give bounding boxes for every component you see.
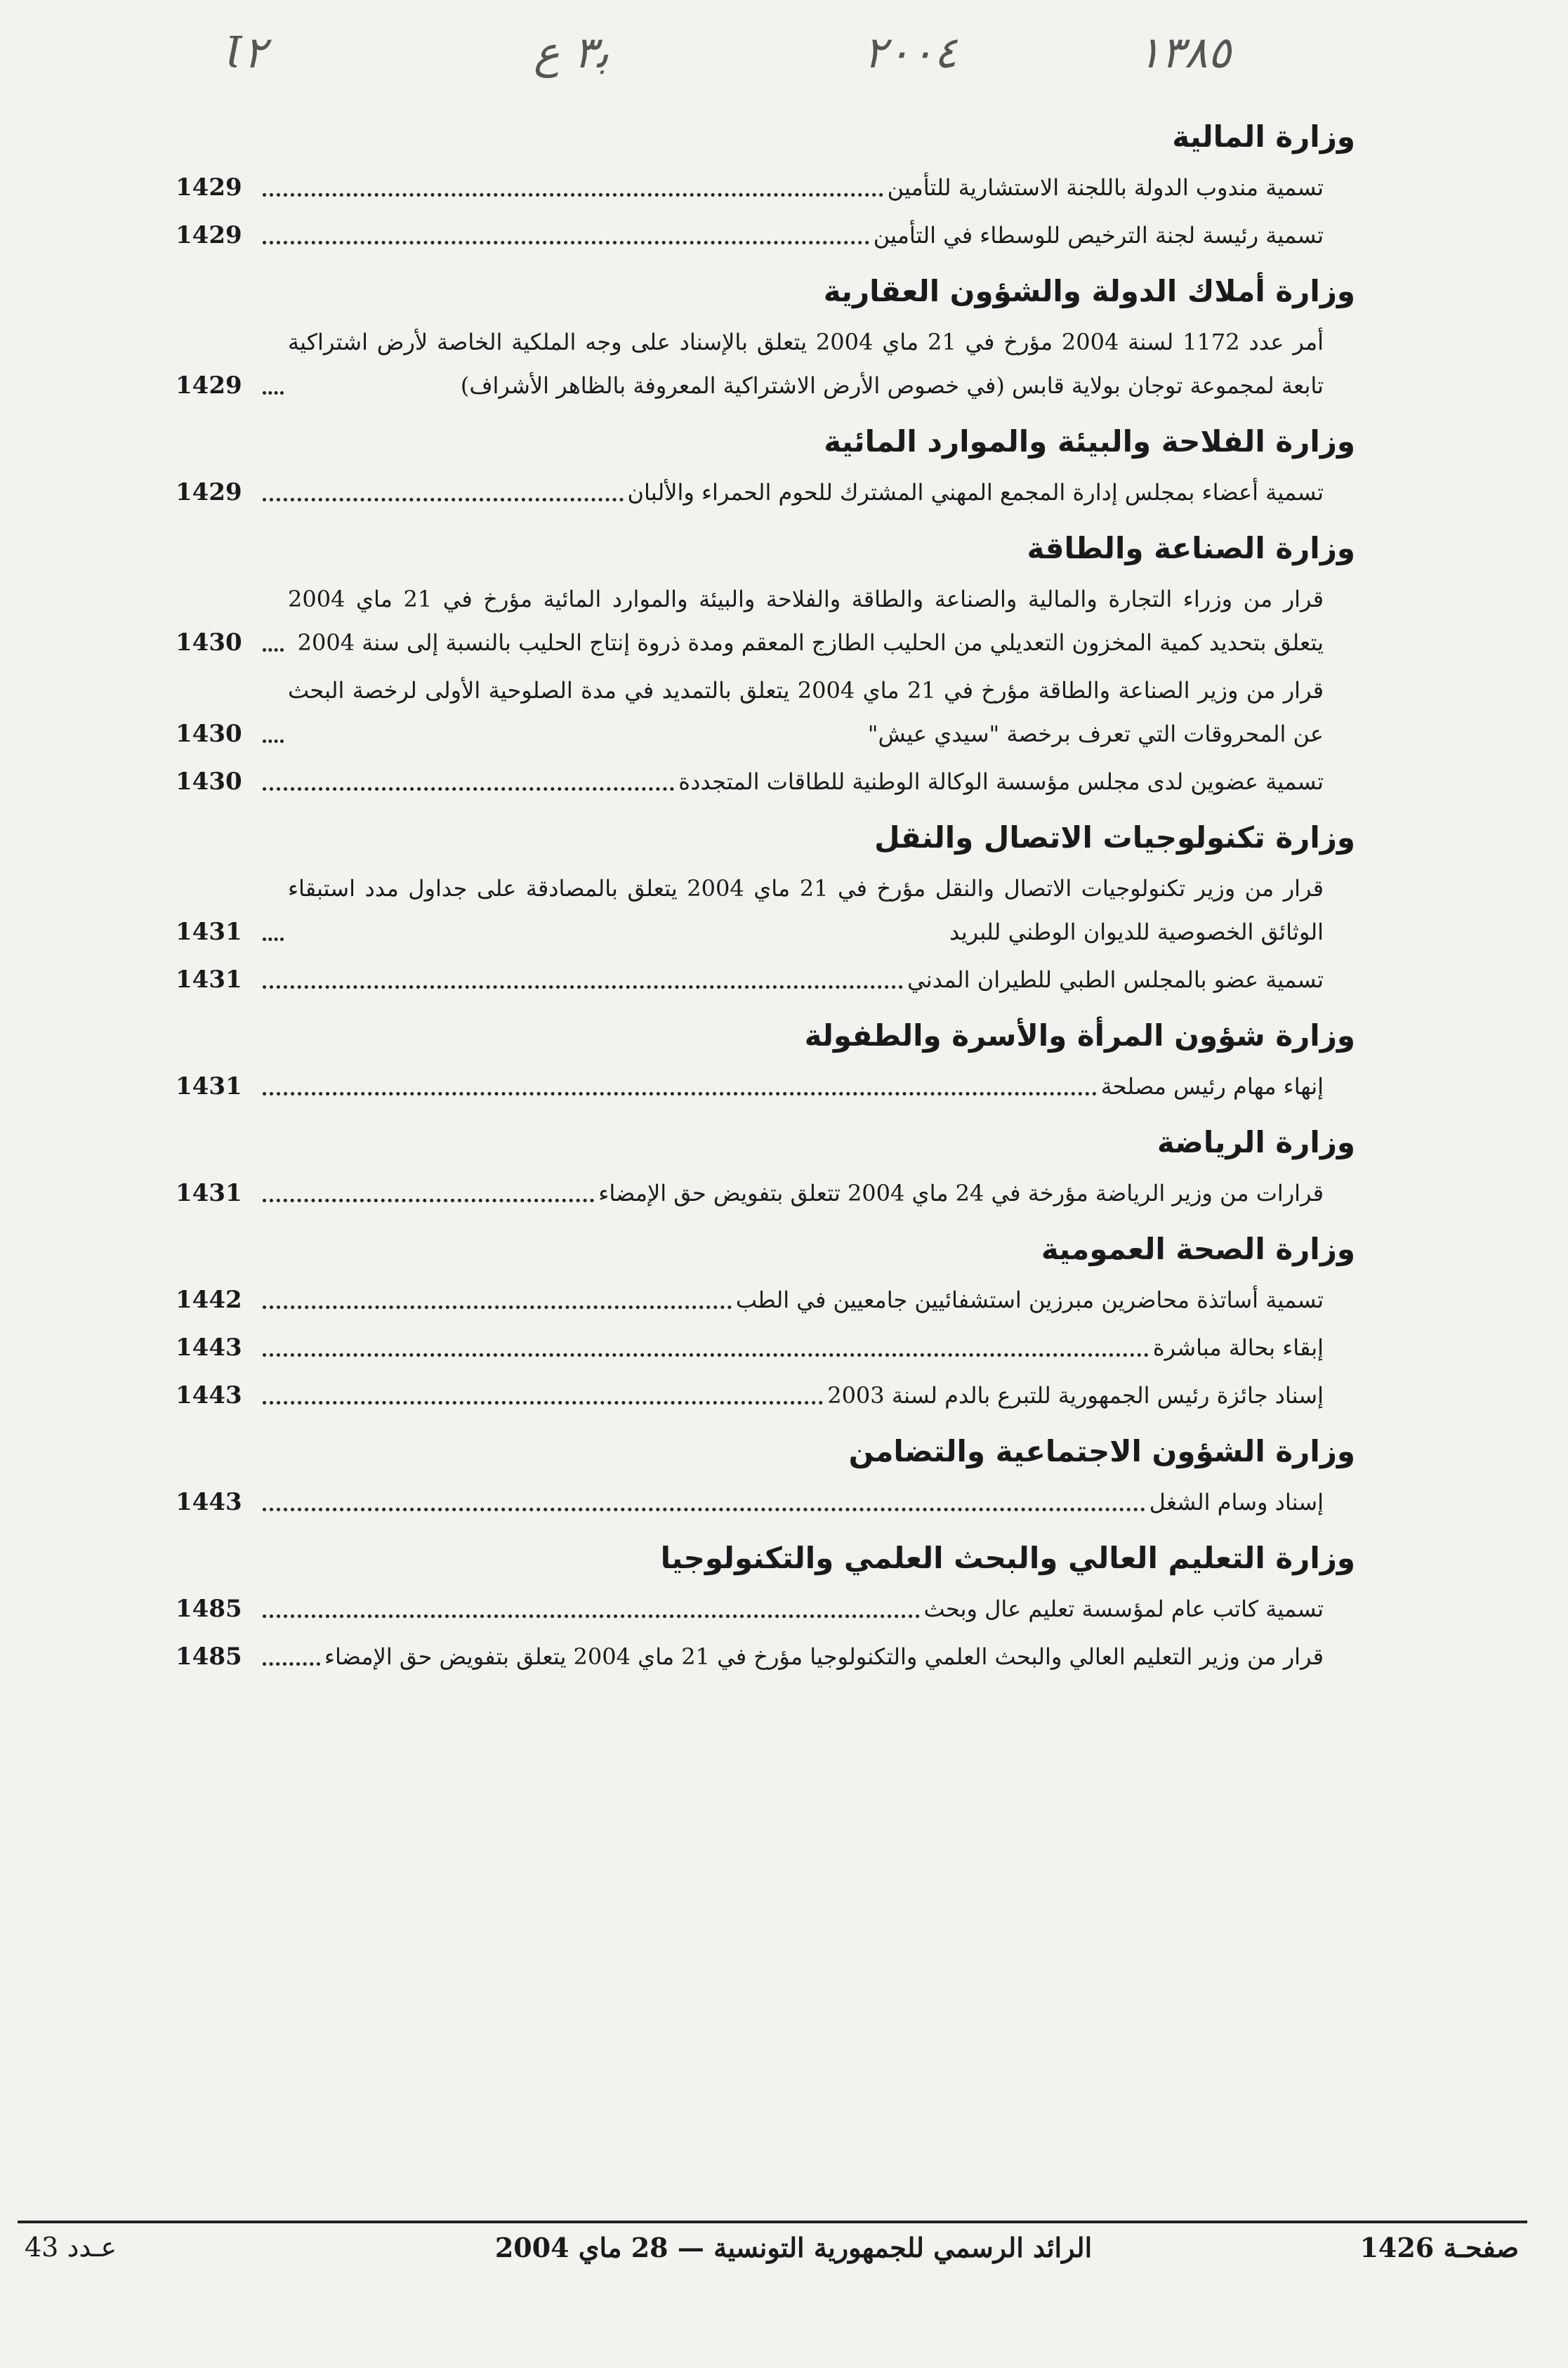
entry-text: أمر عدد 1172 لسنة 2004 مؤرخ في 21 ماي 2004 يتعلق بالإسناد على وجه الملكية الخاصة لأرض اشتراكية تابعة لمجموعة توجان بولاية قابس (في خصوص الأرض الاشتراكية المعروفة بالظاهر الأشراف) bbox=[288, 329, 1324, 399]
entry-text: إبقاء بحالة مباشرة bbox=[1152, 1334, 1324, 1361]
dot-leader bbox=[263, 648, 284, 652]
toc-entry bbox=[176, 1326, 1355, 1369]
entry-text: قرارات من وزير الرياضة مؤرخة في 24 ماي 2004 تتعلق بتفويض حق الإمضاء bbox=[598, 1180, 1324, 1206]
entry-page-number: 1443 bbox=[176, 1381, 242, 1409]
toc-entry bbox=[176, 1587, 1355, 1631]
ministry-section bbox=[176, 813, 1355, 1001]
handwritten-note-3: ۲٠٠٤ bbox=[864, 27, 958, 78]
toc-entry bbox=[176, 867, 1355, 954]
entry-text: تسمية أعضاء بمجلس إدارة المجمع المهني المشترك للحوم الحمراء والألبان bbox=[627, 479, 1324, 506]
toc-entry bbox=[176, 1635, 1355, 1678]
ministry-heading: وزارة الرياضة bbox=[1157, 1125, 1355, 1159]
dot-leader bbox=[263, 938, 284, 941]
ministry-section bbox=[176, 417, 1355, 514]
ministry-section bbox=[176, 267, 1355, 407]
ministry-section bbox=[176, 1118, 1355, 1215]
toc-entry bbox=[176, 1278, 1355, 1322]
footer-journal-title: الرائد الرسمي للجمهورية التونسية — 28 ماي 2004 bbox=[494, 2232, 1093, 2263]
ministry-section bbox=[176, 112, 1355, 257]
dot-leader bbox=[263, 1614, 920, 1618]
toc-entry bbox=[176, 213, 1355, 257]
entry-text: تسمية رئيسة لجنة الترخيص للوسطاء في التأمين bbox=[873, 222, 1324, 249]
entry-page-number: 1431 bbox=[176, 966, 242, 994]
entry-text: إسناد وسام الشغل bbox=[1149, 1489, 1324, 1515]
ministry-section bbox=[176, 1534, 1355, 1678]
entry-page-number: 1442 bbox=[176, 1286, 242, 1314]
entry-page-number: 1485 bbox=[176, 1595, 242, 1623]
entry-text: تسمية كاتب عام لمؤسسة تعليم عال وبحث bbox=[923, 1596, 1324, 1622]
entry-text: قرار من وزراء التجارة والمالية والصناعة والطاقة والفلاحة والبيئة والموارد المائية مؤرخ في 21 ماي 2004 يتعلق بتحديد كمية المخزون التعديلي من الحليب الطازج المعقم ومدة ذروة إنتاج الحليب بالنسبة إلى سنة 2004 bbox=[288, 586, 1324, 656]
entry-page-number: 1429 bbox=[176, 478, 242, 506]
entry-page-number: 1430 bbox=[176, 629, 242, 657]
toc-entry bbox=[176, 1171, 1355, 1215]
entry-text: إسناد جائزة رئيس الجمهورية للتبرع بالدم لسنة 2003 bbox=[827, 1382, 1324, 1409]
toc-entry bbox=[176, 471, 1355, 514]
entry-page-number: 1429 bbox=[176, 221, 242, 249]
toc-entry bbox=[176, 166, 1355, 209]
entry-page-number: 1431 bbox=[176, 1179, 242, 1207]
toc-entry bbox=[176, 1374, 1355, 1417]
handwritten-note-1: Ɩ۲ bbox=[225, 27, 267, 78]
ministry-heading: وزارة الصناعة والطاقة bbox=[1027, 531, 1355, 565]
dot-leader bbox=[263, 1092, 1097, 1096]
handwritten-note-2: ﺑ۳ ع bbox=[534, 27, 610, 78]
entry-text: تسمية عضو بالمجلس الطبي للطيران المدني bbox=[907, 966, 1324, 993]
footer-page-number: صفحـة 1426 bbox=[1359, 2232, 1519, 2263]
entry-page-number: 1443 bbox=[176, 1334, 242, 1362]
ministry-heading: وزارة المالية bbox=[1172, 119, 1355, 154]
dot-leader bbox=[263, 985, 903, 989]
entry-text: قرار من وزير الصناعة والطاقة مؤرخ في 21 ماي 2004 يتعلق بالتمديد في مدة الصلوحية الأولى لرخصة البحث عن المحروقات التي تعرف برخصة "سيدي عيش" bbox=[288, 677, 1324, 747]
entry-page-number: 1430 bbox=[176, 720, 242, 748]
ministry-heading: وزارة أملاك الدولة والشؤون العقارية bbox=[823, 274, 1355, 308]
entry-page-number: 1431 bbox=[176, 918, 242, 946]
footer-rule bbox=[18, 2221, 1527, 2223]
entry-page-number: 1443 bbox=[176, 1488, 242, 1516]
entry-text: قرار من وزير تكنولوجيات الاتصال والنقل مؤرخ في 21 ماي 2004 يتعلق بالمصادقة على جداول مدد استبقاء الوثائق الخصوصية للديوان الوطني للبريد bbox=[288, 875, 1324, 945]
entry-text: تسمية مندوب الدولة باللجنة الاستشارية للتأمين bbox=[887, 174, 1324, 201]
dot-leader bbox=[263, 1662, 320, 1666]
toc-entry bbox=[176, 760, 1355, 803]
dot-leader bbox=[263, 1199, 594, 1202]
ministry-heading: وزارة تكنولوجيات الاتصال والنقل bbox=[874, 820, 1355, 855]
entry-text: قرار من وزير التعليم العالي والبحث العلمي والتكنولوجيا مؤرخ في 21 ماي 2004 يتعلق بتفويض حق الإمضاء bbox=[324, 1643, 1324, 1670]
ministry-heading: وزارة الفلاحة والبيئة والموارد المائية bbox=[824, 424, 1355, 459]
dot-leader bbox=[263, 739, 284, 743]
entry-text: تسمية عضوين لدى مجلس مؤسسة الوكالة الوطنية للطاقات المتجددة bbox=[678, 768, 1324, 795]
table-of-contents bbox=[176, 112, 1355, 1688]
toc-entry bbox=[176, 320, 1355, 407]
toc-entry bbox=[176, 1065, 1355, 1108]
dot-leader bbox=[263, 1508, 1145, 1511]
entry-page-number: 1429 bbox=[176, 371, 242, 400]
dot-leader bbox=[263, 787, 674, 791]
toc-entry bbox=[176, 1480, 1355, 1524]
entry-text: تسمية أساتذة محاضرين مبرزين استشفائيين جامعيين في الطب bbox=[735, 1287, 1324, 1313]
ministry-section bbox=[176, 524, 1355, 803]
toc-entry bbox=[176, 669, 1355, 756]
footer-issue-number: عـدد 43 bbox=[25, 2232, 117, 2263]
dot-leader bbox=[263, 391, 284, 395]
entry-page-number: 1485 bbox=[176, 1643, 242, 1671]
ministry-section bbox=[176, 1225, 1355, 1417]
entry-page-number: 1430 bbox=[176, 768, 242, 796]
entry-text: إنهاء مهام رئيس مصلحة bbox=[1100, 1073, 1324, 1100]
dot-leader bbox=[263, 1401, 823, 1405]
entry-page-number: 1431 bbox=[176, 1072, 242, 1100]
dot-leader bbox=[263, 241, 869, 244]
ministry-heading: وزارة الشؤون الاجتماعية والتضامن bbox=[848, 1434, 1355, 1468]
entry-page-number: 1429 bbox=[176, 173, 242, 202]
dot-leader bbox=[263, 1305, 732, 1309]
ministry-heading: وزارة شؤون المرأة والأسرة والطفولة bbox=[804, 1018, 1355, 1053]
toc-entry bbox=[176, 958, 1355, 1001]
dot-leader bbox=[263, 193, 883, 197]
dot-leader bbox=[263, 498, 624, 501]
ministry-heading: وزارة الصحة العمومية bbox=[1041, 1232, 1355, 1266]
dot-leader bbox=[263, 1353, 1149, 1357]
ministry-section bbox=[176, 1011, 1355, 1108]
toc-entry bbox=[176, 577, 1355, 664]
handwritten-note-4: ۱۳۸٥ bbox=[1138, 27, 1232, 78]
ministry-section bbox=[176, 1427, 1355, 1524]
ministry-heading: وزارة التعليم العالي والبحث العلمي والتكنولوجيا bbox=[660, 1541, 1355, 1575]
